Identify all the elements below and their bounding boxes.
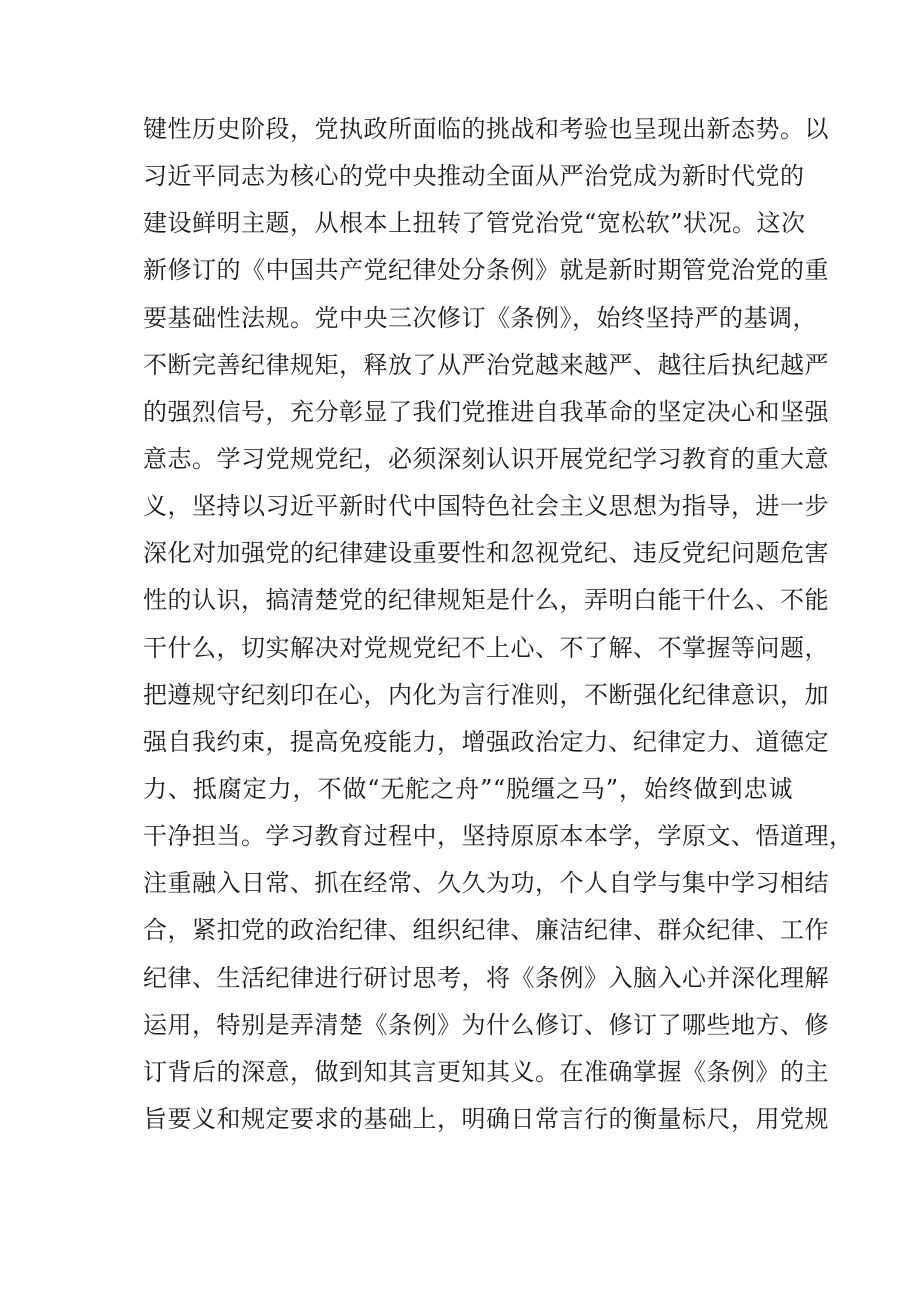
text-line: 纪律、生活纪律进行研讨思考，将《条例》入脑入心并深化理解	[143, 963, 829, 992]
text-line: 义，坚持以习近平新时代中国特色社会主义思想为指导，进一步	[143, 492, 829, 521]
text-line: 干净担当。学习教育过程中，坚持原原本本学，学原文、悟道理，	[143, 822, 854, 851]
text-line: 要基础性法规。党中央三次修订《条例》，始终坚持严的基调，	[143, 303, 817, 332]
text-line: 干什么，切实解决对党规党纪不上心、不了解、不掌握等问题，	[143, 633, 829, 662]
text-line: 旨要义和规定要求的基础上，明确日常言行的衡量标尺，用党规	[143, 1104, 829, 1133]
text-line: 的强烈信号，充分彰显了我们党推进自我革命的坚定决心和坚强	[143, 397, 829, 426]
text-line: 订背后的深意，做到知其言更知其义。在准确掌握《条例》的主	[143, 1057, 829, 1086]
text-line: 意志。学习党规党纪，必须深刻认识开展党纪学习教育的重大意	[143, 444, 829, 473]
text-line: 新修订的《中国共产党纪律处分条例》就是新时期管党治党的重	[143, 256, 829, 285]
text-line: 习近平同志为核心的党中央推动全面从严治党成为新时代党的	[143, 162, 805, 191]
text-line: 合，紧扣党的政治纪律、组织纪律、廉洁纪律、群众纪律、工作	[143, 916, 829, 945]
text-line: 性的认识，搞清楚党的纪律规矩是什么，弄明白能干什么、不能	[143, 586, 829, 615]
text-line: 强自我约束，提高免疫能力，增强政治定力、纪律定力、道德定	[143, 727, 829, 756]
text-line: 运用，特别是弄清楚《条例》为什么修订、修订了哪些地方、修	[143, 1010, 829, 1039]
text-line: 注重融入日常、抓在经常、久久为功，个人自学与集中学习相结	[143, 869, 829, 898]
text-line: 把遵规守纪刻印在心，内化为言行准则，不断强化纪律意识，加	[143, 680, 829, 709]
text-line: 力、抵腐定力，不做“无舵之舟”“脱缰之马”，始终做到忠诚	[143, 774, 793, 803]
text-line: 键性历史阶段，党执政所面临的挑战和考验也呈现出新态势。以	[143, 115, 829, 143]
text-line: 不断完善纪律规矩，释放了从严治党越来越严、越往后执纪越严	[143, 350, 829, 379]
text-line: 深化对加强党的纪律建设重要性和忽视党纪、违反党纪问题危害	[143, 539, 829, 568]
text-line: 建设鲜明主题，从根本上扭转了管党治党“宽松软”状况。这次	[143, 209, 806, 238]
body-text	[143, 106, 854, 1143]
